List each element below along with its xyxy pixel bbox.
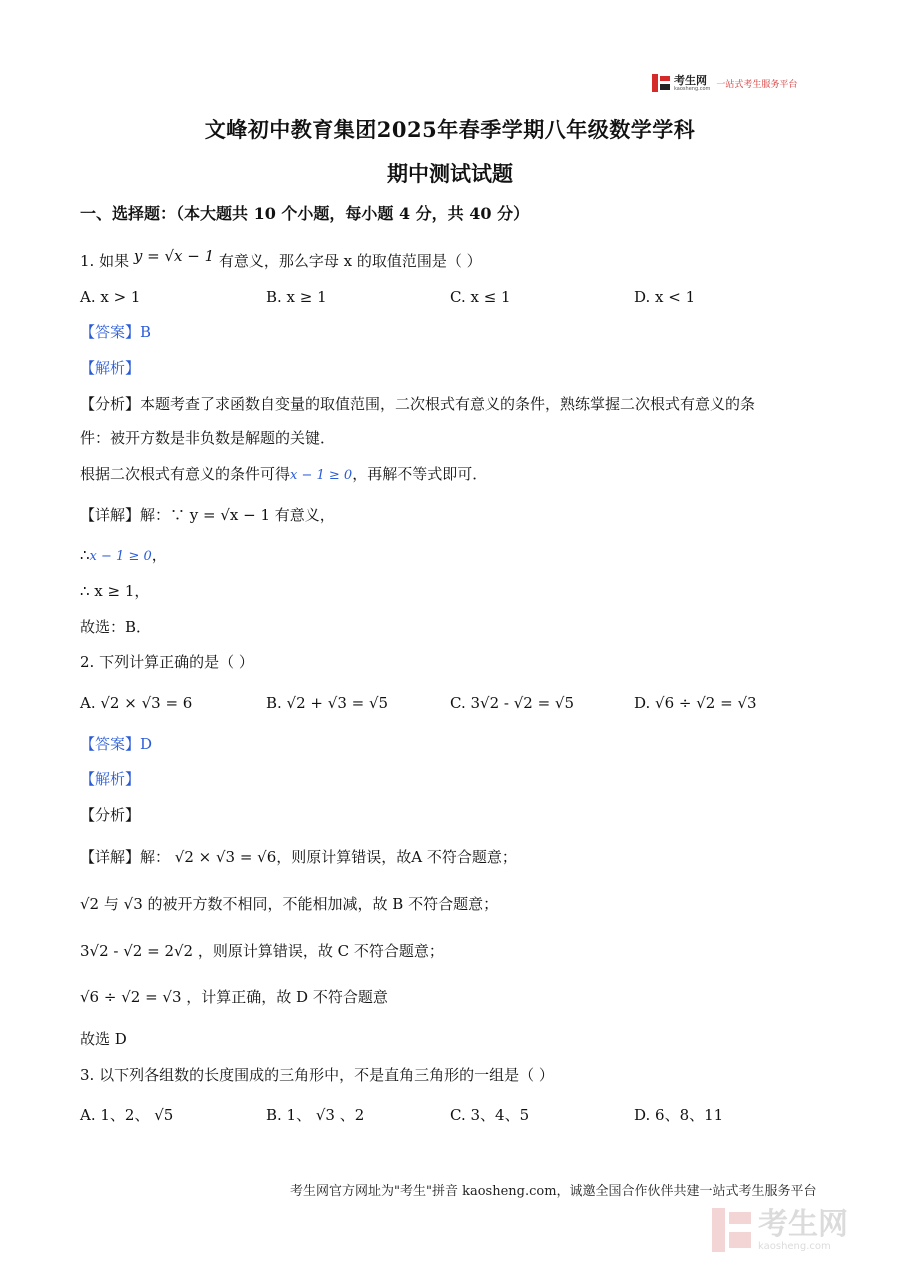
- q2-line4: √6 ÷ √2 = √3 ，计算正确，故 D 不符合题意: [80, 988, 388, 1006]
- header-logo: [652, 74, 797, 92]
- question-1-stem: [80, 247, 482, 272]
- q2-option-b: B. √2 + √3 = √5: [266, 694, 389, 712]
- watermark-logo-icon: [712, 1208, 752, 1252]
- q2-line2: √2 与 √3 的被开方数不相同，不能相加减，故 B 不符合题意；: [80, 895, 499, 913]
- q1-detail: 【详解】解：∵ y = √x − 1 有意义，: [80, 506, 335, 524]
- q1-fenxi-line1: 【分析】本题考查了求函数自变量的取值范围，二次根式有意义的条件，熟练掌握二次根式有意义的条: [80, 395, 756, 413]
- q2-option-c: C. 3√2 - √2 = √5: [450, 694, 575, 712]
- q1-option-a: A. x > 1: [80, 288, 141, 306]
- section-heading: 一、选择题：（本大题共 10 个小题，每小题 4 分，共 40 分）: [80, 204, 530, 223]
- q1-fenxi-line2: 件：被开方数是非负数是解题的关键．: [80, 429, 336, 447]
- footer-text: 考生网官方网址为"考生"拼音 kaosheng.com，诚邀全国合作伙伴共建一站式考生服务平台: [290, 1184, 817, 1199]
- q2-option-d: D. √6 ÷ √2 = √3: [634, 694, 757, 712]
- q1-step1-c: ，: [151, 546, 167, 564]
- q2-option-a: A. √2 × √3 = 6: [80, 694, 193, 712]
- q2-line3: 3√2 - √2 = 2√2 ，则原计算错误，故 C 不符合题意；: [80, 942, 444, 960]
- q1-analysis-label: 【解析】: [80, 359, 141, 377]
- q3-option-b: B. 1、 √3 、2: [266, 1106, 365, 1124]
- logo-sub: kaosheng.com: [674, 85, 711, 92]
- q1-option-d: D. x < 1: [634, 288, 696, 306]
- q1-expression: y = √x − 1: [133, 247, 215, 265]
- q1-fenxi-line3: [80, 463, 487, 487]
- question-3-stem: 3. 以下列各组数的长度围成的三角形中，不是直角三角形的一组是（ ）: [80, 1066, 554, 1084]
- q1-fenxi3-b: x − 1 ≥ 0: [290, 468, 353, 483]
- q1-option-b: B. x ≥ 1: [266, 288, 327, 306]
- kaosheng-logo-icon: [652, 74, 670, 92]
- q2-answer-text: 【答案】D: [80, 735, 153, 753]
- q2-choose: 故选 D: [80, 1030, 127, 1048]
- watermark-sub: kaosheng.com: [758, 1240, 831, 1252]
- q1-step1-b: x − 1 ≥ 0: [89, 549, 152, 564]
- q2-answer: [80, 733, 152, 755]
- logo-name: 考生网: [674, 73, 707, 87]
- exam-title: 文峰初中教育集团2025年春季学期八年级数学学科: [204, 117, 696, 142]
- q2-analysis-label: 【解析】: [80, 770, 141, 788]
- q1-prefix: 1. 如果: [80, 252, 130, 270]
- q3-option-a: A. 1、2、 √5: [80, 1106, 174, 1124]
- q2-fenxi-label: 【分析】: [80, 806, 141, 824]
- q1-step2: ∴ x ≥ 1，: [80, 582, 150, 600]
- q3-option-d: D. 6、8、11: [634, 1106, 724, 1124]
- exam-subtitle: 期中测试试题: [387, 161, 513, 186]
- watermark: [712, 1208, 848, 1252]
- q1-fenxi3-a: 根据二次根式有意义的条件可得: [80, 465, 291, 483]
- q3-option-c: C. 3、4、5: [450, 1106, 530, 1124]
- q2-detail: 【详解】解： √2 × √3 = √6，则原计算错误，故A 不符合题意；: [80, 848, 517, 866]
- q1-fenxi3-c: ，再解不等式即可．: [352, 465, 488, 483]
- q1-answer: [80, 321, 151, 343]
- watermark-name: 考生网: [758, 1206, 848, 1242]
- logo-slogan: 一站式考生服务平台: [716, 79, 798, 90]
- q1-choose: 故选：B．: [80, 618, 152, 636]
- question-2-stem: 2. 下列计算正确的是（ ）: [80, 653, 254, 671]
- q1-step1-a: ∴: [80, 546, 90, 564]
- q1-step1: [80, 544, 167, 568]
- q1-suffix: 有意义，那么字母 x 的取值范围是（ ）: [218, 252, 482, 270]
- q1-answer-text: 【答案】B: [80, 323, 152, 341]
- q1-option-c: C. x ≤ 1: [450, 288, 511, 306]
